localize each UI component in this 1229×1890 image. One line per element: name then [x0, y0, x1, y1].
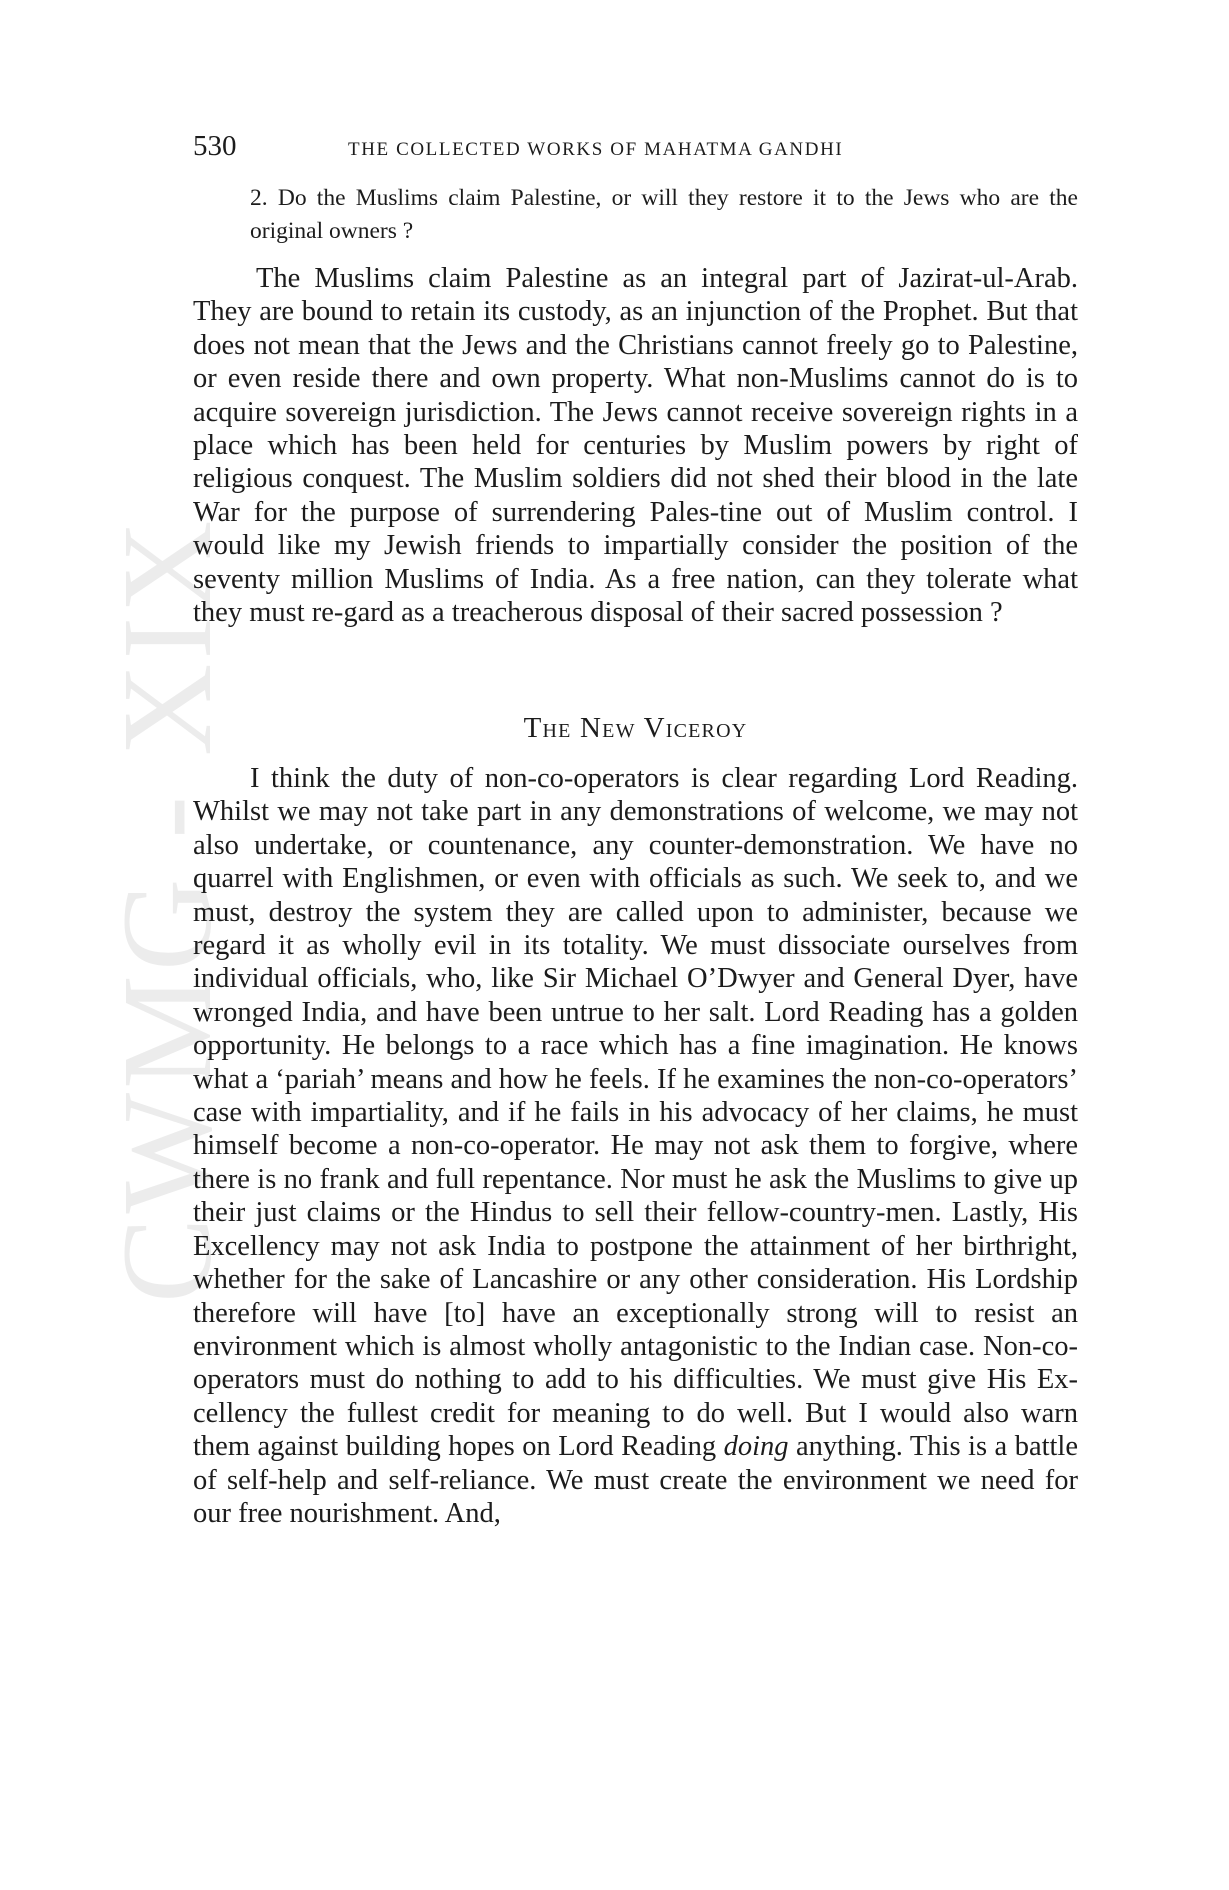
- section-heading: The New Viceroy: [523, 712, 748, 744]
- viceroy-paragraph: [193, 762, 1078, 1530]
- question-paragraph: 2. Do the Muslims claim Palestine, or will they restore it to the Jews who are the original owners ?: [250, 185, 1078, 244]
- viceroy-text-part-2: anything. This is a battle of self-help and self-reliance. We must create the environment we need for our free nourishment. And,: [193, 1431, 1078, 1529]
- page-number: 530: [193, 130, 237, 162]
- page-header: [193, 130, 1078, 170]
- watermark: CWMG - XIX: [96, 516, 238, 1304]
- viceroy-text-part-1: I think the duty of non-co-operators is clear regarding Lord Reading. Whilst we may not take part in any demonstrations of welcome, we may not also undertake, or countenance, any counter-demonstration. We have no quarrel with Englishmen, or even with officials as such. We seek to, and we must, destroy the system they are called upon to administer, because we regard it as wholly evil in its totality. We must dissociate ourselves from individual officials, who, like Sir Michael O’Dwyer and General Dyer, have wronged India, and have been untrue to her salt. Lord Reading has a golden opportunity. He belongs to a race which has a fine imagination. He knows what a ‘pariah’ means and how he feels. If he examines the non-co-operators’ case with impartiality, and if he fails in his advocacy of her claims, he must himself become a non-co-operator. He may not ask them to forgive, where there is no frank and full repentance. Nor must he ask the Muslims to give up their just claims or the Hindus to sell their fellow-country-men. Lastly, His Excellency may not ask India to postpone the attainment of her birthright, whether for the sake of Lancashire or any other consideration. His Lordship therefore will have [to] have an exceptionally strong will to resist an environment which is almost wholly antagonistic to the Indian case. Non-co-operators must do nothing to add to his difficulties. We must give His Ex-cellency the fullest credit for meaning to do well. But I would also warn them against building hopes on Lord Reading: [193, 763, 1078, 1463]
- italic-emphasis: doing: [723, 1431, 789, 1463]
- answer-paragraph: The Muslims claim Palestine as an integral part of Jazirat-ul-Arab. They are bound to retain its custody, as an injunction of the Prophet. But that does not mean that the Jews and the Christians cannot freely go to Palestine, or even reside there and own property. What non-Muslims cannot do is to acquire sovereign jurisdiction. The Jews cannot receive sovereign rights in a place which has been held for centuries by Muslim powers by right of religious conquest. The Muslim soldiers did not shed their blood in the late War for the purpose of surrendering Pales-tine out of Muslim control. I would like my Jewish friends to impartially consider the position of the seventy million Muslims of India. As a free nation, can they tolerate what they must re-gard as a treacherous disposal of their sacred possession ?: [193, 263, 1078, 629]
- running-head: THE COLLECTED WORKS OF MAHATMA GANDHI: [348, 139, 844, 160]
